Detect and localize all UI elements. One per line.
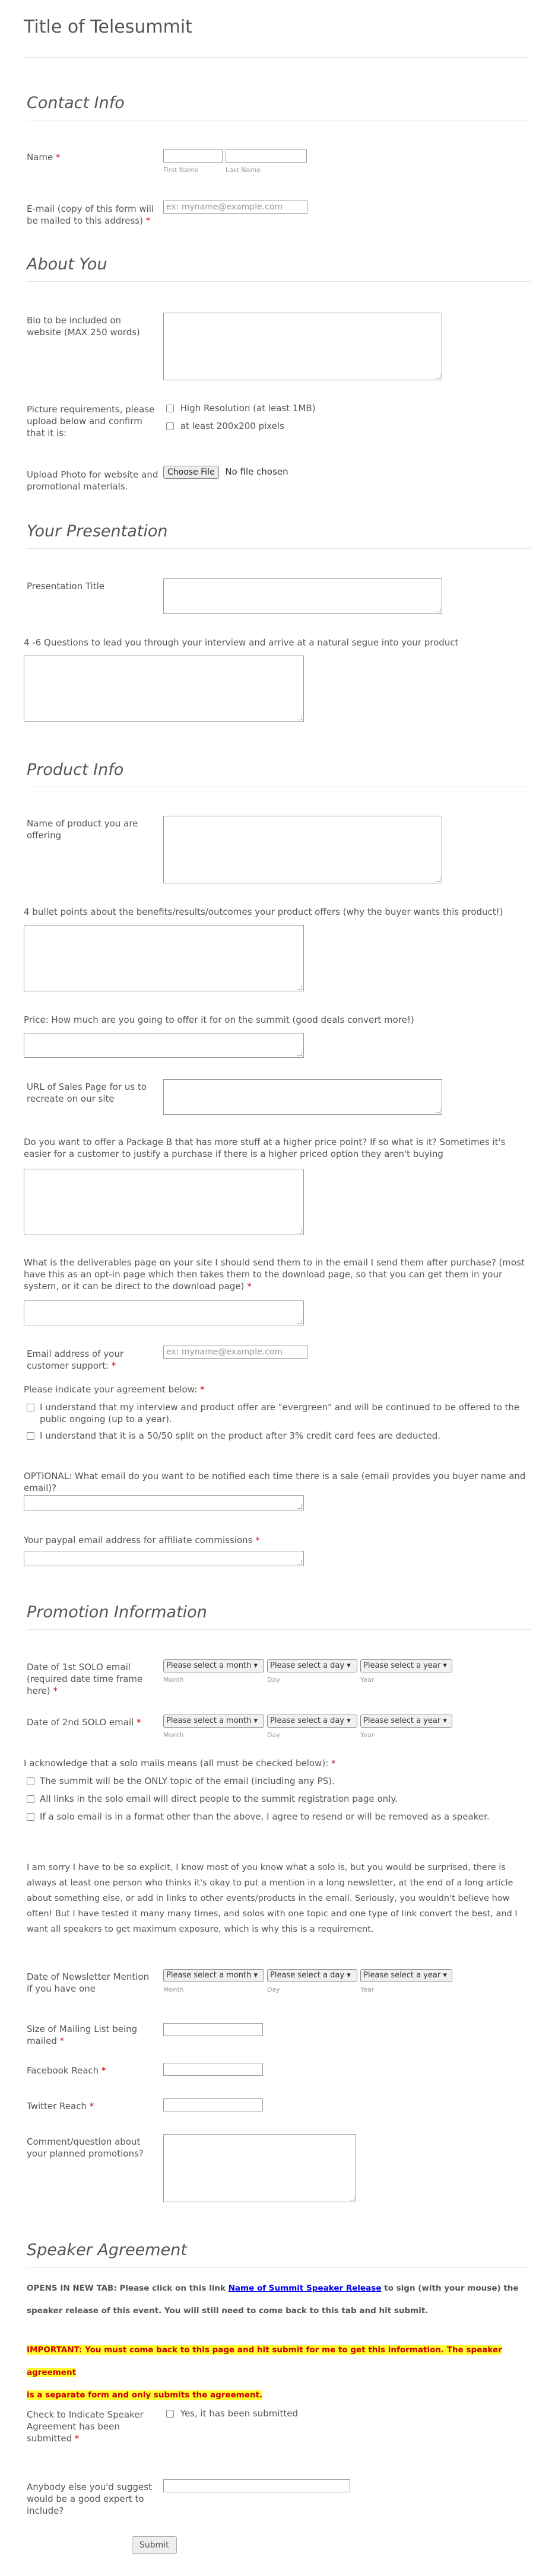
paypal-label [24,1534,534,1546]
month-sublabel: Month [163,1731,184,1739]
option-label: All links in the solo email will direct people to the summit registration page only. [40,1793,398,1804]
solo-option-only-topic[interactable] [27,1775,525,1787]
section-contact-heading: Contact Info [27,94,125,112]
checkbox[interactable] [166,422,174,430]
required-mark: * [53,1685,58,1696]
day-sublabel: Day [267,1731,280,1739]
agreement-submitted-option[interactable] [166,2408,298,2419]
twitter-reach-label-text: Twitter Reach [27,2101,87,2111]
questions-textarea[interactable] [24,656,304,722]
section-divider [27,1629,531,1630]
solo2-date-label-text: Date of 2nd SOLO email [27,1717,134,1728]
picture-requirements-label: Picture requirements, please upload below and confirm that it is: [27,404,155,438]
picture-option-resolution[interactable] [166,402,316,414]
submit-button[interactable]: Submit [132,2536,177,2554]
choose-file-button[interactable]: Choose File [163,466,219,479]
list-size-input[interactable] [163,2023,263,2036]
solo2-year-select[interactable]: Please select a year ▾ [360,1715,452,1728]
resize-handle[interactable] [297,1051,302,1056]
file-status: No file chosen [225,466,288,477]
select-value: Please select a month [166,1716,252,1725]
resize-handle[interactable] [297,1504,302,1509]
select-value: Please select a year [363,1971,441,1980]
agreement-label-text: Please indicate your agreement below: [24,1384,198,1395]
email-label [27,203,163,227]
resize-handle[interactable] [297,1319,302,1324]
support-email-label-text: Email address of your customer support: [27,1349,124,1371]
support-email-label [27,1348,157,1372]
paypal-textarea[interactable] [24,1551,304,1566]
solo2-month-select[interactable]: Please select a month ▾ [163,1715,264,1728]
twitter-reach-label [27,2100,157,2112]
instructions-suffix: to sign (with your mouse) the speaker release of this event. You will still need to come back to this tab and hit submit. [27,2284,519,2316]
expert-suggestion-input[interactable] [163,2479,350,2492]
checkbox[interactable] [166,405,174,412]
file-upload[interactable] [163,466,288,477]
section-product-heading: Product Info [27,761,124,779]
day-sublabel: Day [267,1676,280,1684]
first-name-sublabel: First Name [163,166,199,174]
required-mark: * [56,152,61,163]
solo-ack-label [24,1757,534,1769]
important-notice [27,2339,531,2406]
agreement-option-evergreen[interactable] [27,1401,525,1425]
resize-handle[interactable] [350,2196,354,2200]
option-label: Yes, it has been submitted [180,2408,299,2419]
deliverables-label-text: What is the deliverables page on your site I should send them to in the email I send them after purchase? (most have this as an opt-in page which then takes them to the download page, so that you can get them in your system, or it can be direct to the download page) [24,1257,525,1292]
option-label: at least 200x200 pixels [180,421,284,431]
facebook-reach-input[interactable] [163,2063,263,2076]
presentation-title-textarea[interactable] [163,578,442,614]
package-b-label: Do you want to offer a Package B that has more stuff at a higher price point? If so what is it? Sometimes it's easier for a customer to justify a purchase if there is a higher priced option they aren't buying [24,1137,506,1159]
solo2-day-select[interactable]: Please select a day ▾ [267,1715,357,1728]
section-about-heading: About You [27,255,107,273]
list-size-label-text: Size of Mailing List being mailed [27,2024,138,2046]
section-speaker-heading: Speaker Agreement [27,2241,187,2259]
agreement-option-split[interactable] [27,1430,525,1442]
month-sublabel: Month [163,1676,184,1684]
bullets-label: 4 bullet points about the benefits/results/outcomes your product offers (why the buyer wants this product!) [24,907,503,917]
section-divider [27,548,531,549]
required-mark: * [59,2036,65,2046]
required-mark: * [74,2433,80,2444]
presentation-title-label: Presentation Title [27,581,105,591]
bullets-textarea[interactable] [24,925,304,991]
required-mark: * [145,215,151,226]
section-divider [27,281,531,282]
required-mark: * [137,1717,141,1728]
option-label: High Resolution (at least 1MB) [180,403,316,414]
resize-handle[interactable] [297,1229,302,1233]
solo1-date-label [27,1661,157,1697]
newsletter-year-select[interactable]: Please select a year ▾ [360,1969,452,1982]
package-b-textarea[interactable] [24,1169,304,1235]
sale-notify-email-textarea[interactable] [24,1495,304,1510]
solo1-date-label-text: Date of 1st SOLO email (required date time frame here) [27,1662,143,1696]
solo-option-resend[interactable] [27,1811,525,1823]
resize-handle[interactable] [436,374,440,379]
support-email-field[interactable]: ex: myname@example.com [163,1346,307,1359]
option-label: If a solo email is in a format other than the above, I agree to resend or will be removed as a speaker. [40,1811,490,1822]
checkbox[interactable] [166,2410,174,2418]
last-name-sublabel: Last Name [226,166,261,174]
required-mark: * [255,1535,260,1545]
checkbox[interactable] [27,1404,34,1411]
expert-suggestion-label: Anybody else you'd suggest would be a good expert to include? [27,2482,152,2516]
promotion-comment-textarea[interactable] [163,2134,356,2202]
important-line-1: IMPORTANT: You must come back to this page and hit submit for me to get this information. The speaker agreement [27,2345,502,2377]
facebook-reach-label [27,2065,157,2076]
select-value: Please select a month [166,1971,252,1980]
checkbox[interactable] [27,1795,34,1803]
first-name-input[interactable] [163,150,223,163]
select-value: Please select a year [363,1661,441,1670]
paypal-label-text: Your paypal email address for affiliate commissions [24,1535,253,1545]
resize-handle[interactable] [297,1560,302,1564]
deliverables-textarea[interactable] [24,1300,304,1325]
option-label: I understand that my interview and product offer are "evergreen" and will be continued to be offered to the public ongoing (up to a year). [40,1402,520,1424]
checkbox[interactable] [27,1432,34,1440]
title-divider [24,57,528,58]
resize-handle[interactable] [436,877,440,882]
name-label-text: Name [27,152,53,163]
solo-explanation-text: I am sorry I have to be so explicit, I know most of you know what a solo is, but you would be surprised, there is always at least one person who thinks it's okay to put a mention in a long newsletter, at the end of a long article about something else, or add in links to other events/products in the email. Seriously, you wouldn't believe how often! But I have tested it many many times, and solos with one topic and one type of link convert the best, and I want all speakers to get maximum exposure, which is why this is a requirement. [27,1863,518,1934]
agreement-label [24,1384,534,1395]
email-field[interactable]: ex: myname@example.com [163,201,307,214]
price-textarea[interactable] [24,1033,304,1058]
solo-ack-label-text: I acknowledge that a solo mails means (all must be checked below): [24,1758,329,1769]
questions-label: 4 -6 Questions to lead you through your interview and arrive at a natural segue into your product [24,637,459,648]
required-mark: * [101,2065,106,2076]
facebook-reach-label-text: Facebook Reach [27,2065,99,2076]
sales-url-label: URL of Sales Page for us to recreate on our site [27,1082,147,1104]
select-value: Please select a month [166,1661,252,1670]
newsletter-date-label: Date of Newsletter Mention if you have one [27,1971,150,1994]
price-label: Price: How much are you going to offer it for on the summit (good deals convert more!) [24,1015,414,1025]
resize-handle[interactable] [436,1108,440,1113]
list-size-label [27,2023,157,2047]
required-mark: * [331,1758,336,1769]
select-value: Please select a day [270,1661,345,1670]
newsletter-month-select[interactable]: Please select a month ▾ [163,1969,264,1982]
sale-notify-email-label: OPTIONAL: What email do you want to be notified each time there is a sale (email provides you buyer name and email)? [24,1471,526,1493]
solo2-date-label [27,1716,157,1728]
section-promotion-heading: Promotion Information [27,1603,207,1621]
month-sublabel: Month [163,1986,184,1993]
resize-handle[interactable] [297,985,302,990]
select-value: Please select a day [270,1971,345,1980]
option-label: I understand that it is a 50/50 split on the product after 3% credit card fees are deducted. [40,1430,441,1441]
year-sublabel: Year [360,1986,375,1993]
section-presentation-heading: Your Presentation [27,522,168,540]
upload-photo-label: Upload Photo for website and promotional materials. [27,469,158,492]
product-name-label: Name of product you are offering [27,818,138,841]
solo1-day-select[interactable]: Please select a day ▾ [267,1659,357,1672]
year-sublabel: Year [360,1676,375,1684]
name-label [27,151,157,163]
promotion-comment-label: Comment/question about your planned promotions? [27,2136,144,2159]
agreement-submitted-label-text: Check to Indicate Speaker Agreement has been submitted [27,2409,144,2444]
solo-option-links[interactable] [27,1793,525,1805]
last-name-input[interactable] [226,150,307,163]
resize-handle[interactable] [436,608,440,612]
option-label: The summit will be the ONLY topic of the email (including any PS). [40,1776,335,1786]
twitter-reach-input[interactable] [163,2098,263,2111]
product-name-textarea[interactable] [163,816,442,883]
speaker-release-link[interactable]: Name of Summit Speaker Release [228,2284,382,2293]
form-title: Title of Telesummit [24,17,192,37]
day-sublabel: Day [267,1986,280,1993]
checkbox[interactable] [27,1813,34,1821]
agreement-submitted-label [27,2409,157,2444]
required-mark: * [200,1384,205,1395]
required-mark: * [89,2101,94,2111]
email-label-text: E-mail (copy of this form will be mailed to this address) [27,203,154,226]
speaker-release-instructions [27,2277,531,2322]
instructions-prefix: OPENS IN NEW TAB: Please click on this link [27,2284,229,2293]
picture-option-size[interactable] [166,420,284,432]
select-value: Please select a day [270,1716,345,1725]
select-value: Please select a year [363,1716,441,1725]
deliverables-label [24,1257,534,1292]
newsletter-day-select[interactable]: Please select a day ▾ [267,1969,357,1982]
year-sublabel: Year [360,1731,375,1739]
sales-url-textarea[interactable] [163,1079,442,1115]
resize-handle[interactable] [297,715,302,720]
required-mark: * [247,1281,252,1292]
bio-label: Bio to be included on website (MAX 250 words) [27,315,140,338]
bio-textarea[interactable] [163,313,442,380]
solo1-year-select[interactable]: Please select a year ▾ [360,1659,452,1672]
checkbox[interactable] [27,1777,34,1785]
important-line-2: is a separate form and only submits the agreement. [27,2390,263,2400]
required-mark: * [111,1360,116,1371]
solo1-month-select[interactable]: Please select a month ▾ [163,1659,264,1672]
